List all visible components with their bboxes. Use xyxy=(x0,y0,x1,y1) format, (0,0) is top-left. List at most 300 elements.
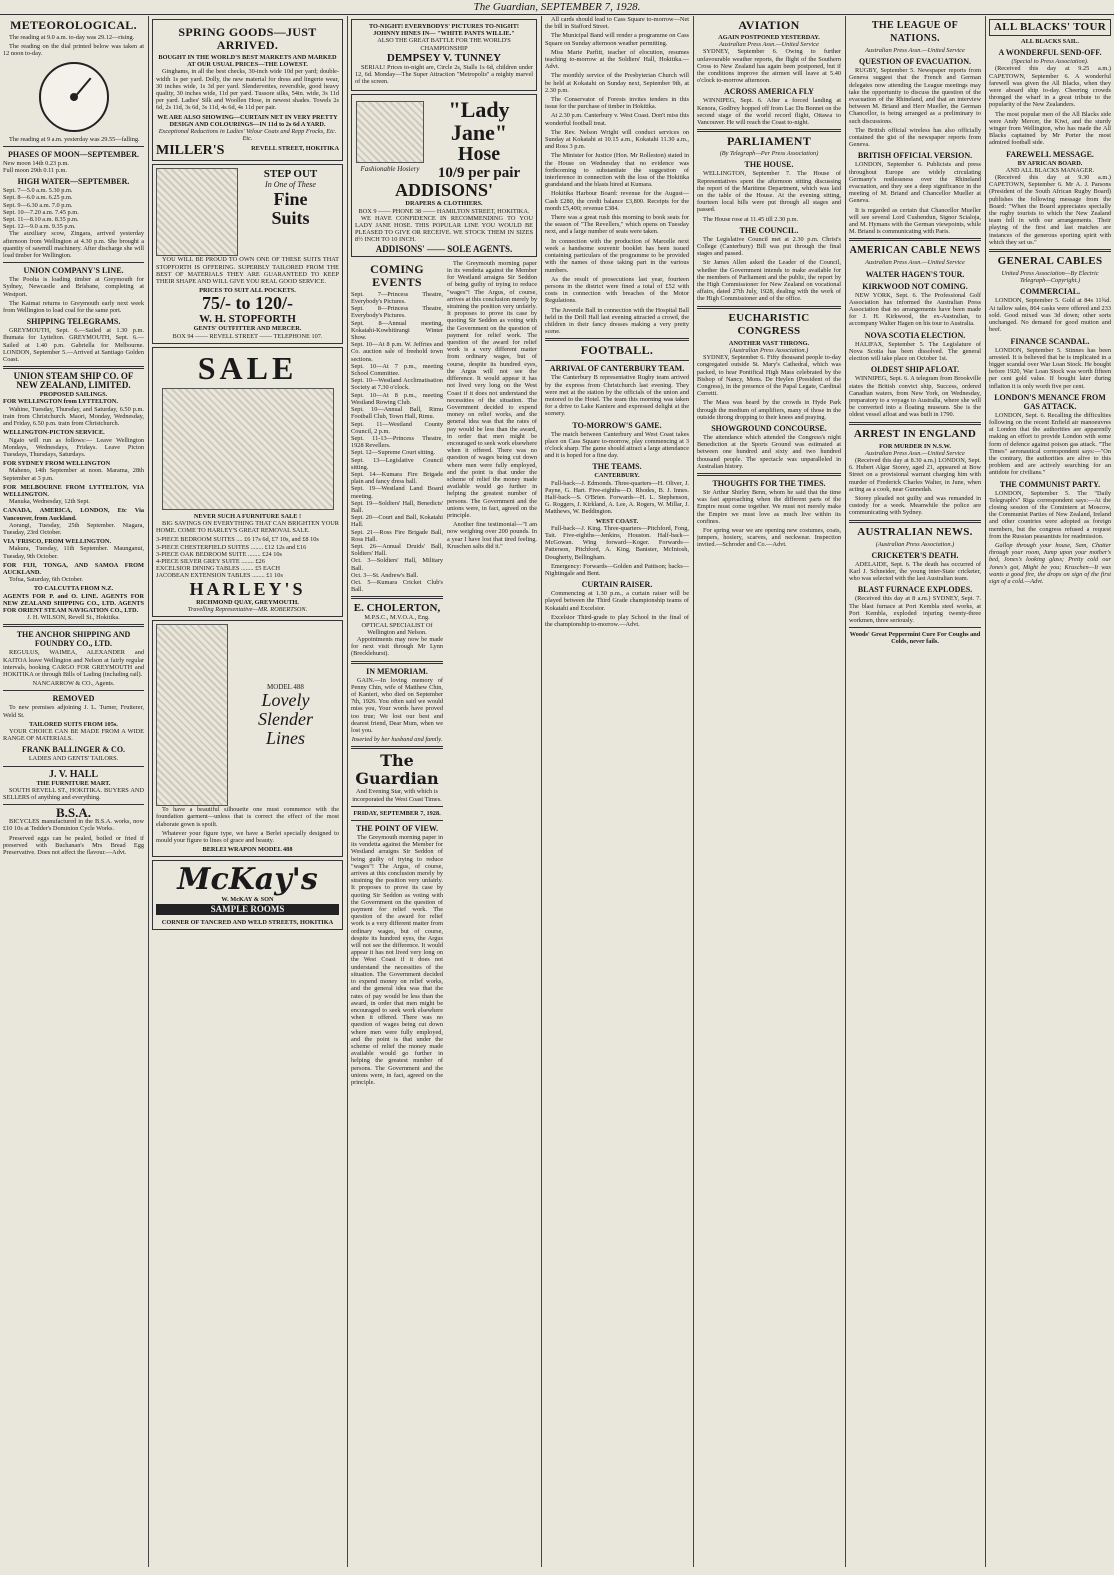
section-heading: SHIPPING TELEGRAMS. xyxy=(26,317,121,327)
divider xyxy=(3,262,144,263)
article-text: The Greymouth morning paper in its vendetta against the Member for Westland arraigns Sir Seddon of being guilty of trying to reduce "wages"! The Argus, of course, arrives at this conclusion merely by straining the position very unfairly. It proposes to prove its case by quoting Sir Seddon as voting with the Government on the question of payment for relief work. The question of the award for relief work is a very different matter from ordinary wages, but of course, despite its hundred eyes, the Argus will not see the difference. It would appear it has not lived very long on the West Coast if it does not understand the necessities of the situation. The Government decided to expend money on relief works, and the general idea was that the rates of pay would be less than the award, in order that men might be encouraged to seek work elsewhere when it offered. There was no question of wages being cut down where men were fully employed, and the point is that under the scheme of relief the money made available would go further in helping the greatest number of persons. The Government and the unions were, in fact, agreed on the principle. xyxy=(351,834,443,1086)
article-text: LONDON, September 5. The "Daily Telegraph's" Riga correspondent says:—At the closing session of the Comintern at Moscow, the Communist Parties of New Zealand, Ireland and other countries were adopted as foreign members, but the congress refused a request from the Russian peasantists for readmission. xyxy=(989,489,1111,540)
list-item: Sept. 12—9.0 a.m. 9.35 p.m. xyxy=(3,223,76,231)
subheading: FOR WELLINGTON from LYTTELTON. xyxy=(3,398,118,406)
list-item: Sept. 8—Annual meeting, Kokatahi-Kowhitirangi Winter Show. xyxy=(351,319,443,342)
source-line: (By Telegraph—Per Press Association) xyxy=(719,150,819,158)
article-text: HALIFAX, September 5. The Legislature of Nova Scotia has been dissolved. The general election will take place on October 1st. xyxy=(849,340,981,363)
subheading: AGAIN POSTPONED YESTERDAY. xyxy=(718,34,820,41)
ad-heading: SPRING GOODS—JUST ARRIVED. xyxy=(178,25,317,52)
sale-item: EXCELSIOR DINING TABLES ........ £5 EACH xyxy=(156,565,281,573)
column-rule xyxy=(148,16,149,1567)
article-text: (Received this day at 8.30 a.m.) LONDON, Sept. 6. Hubert Algar Storey, aged 21, appeared at Bow Street on a provisional warrant charging him with murder of Frederick Charles Walter, in June, when acting as a cook, near Gunnedah. xyxy=(849,456,981,493)
ad-heading: Lines xyxy=(265,728,305,749)
ad-heading: STEP OUT xyxy=(263,168,318,181)
source-line: (Australian Press Association.) xyxy=(729,346,809,354)
coming-events-heading: COMING EVENTS xyxy=(370,261,424,289)
article-text: The reading on the dial printed below was taken at 12 noon to-day. xyxy=(3,43,144,58)
optician-name: E. CHOLERTON, xyxy=(353,602,441,615)
list-item: Sept. 20—Court and Ball, Kokatahi Hall. xyxy=(351,514,443,529)
eucharistic-heading: EUCHARISTIC CONGRESS xyxy=(728,311,810,337)
section-heading: CRICKETER'S DEATH. xyxy=(871,550,959,560)
american-cable-heading: AMERICAN CABLE NEWS xyxy=(849,245,981,257)
divider xyxy=(849,422,981,425)
section-heading: BRITISH OFFICIAL VERSION. xyxy=(857,151,973,161)
ad-subheading: JOHNNY HINES IN— "WHITE PANTS WILLIE." xyxy=(373,30,515,38)
stopforth-suits-advertisement xyxy=(152,164,343,343)
column-3 xyxy=(351,16,537,1567)
ad-title xyxy=(242,168,339,256)
advertisement-line: Woods' Great Peppermint Cure For Coughs and Colds, never fails. xyxy=(849,631,981,646)
sale-item: 3-PIECE BEDROOM SUITES .... £6 17s 6d, £7 10s, and £8 10s xyxy=(156,536,319,544)
section-heading: FRANK BALLINGER & CO. xyxy=(21,745,126,755)
divider xyxy=(351,806,443,807)
barometer-dial-illustration xyxy=(39,62,109,132)
ad-text: Whatever your figure type, we have a Berlei specially designed to mould your figure to lines of grace and beauty. xyxy=(156,829,339,844)
nameplate-subtitle: And Evening Star, with which is incorporated the West Coast Times. xyxy=(352,788,442,803)
ad-subheading: W. McKAY & SON xyxy=(221,896,274,904)
ad-text: Appointments may now be made for next visit through Mr Lynn (Brecklehurst). xyxy=(351,635,443,658)
store-name: ADDISONS' xyxy=(394,180,494,201)
section-heading: QUESTION OF EVACUATION. xyxy=(858,57,972,67)
list-item: New moon 14th 0.23 p.m. xyxy=(3,159,69,167)
list-item: Sept. 7—Princess Theatre, Everybody's Pictures. xyxy=(351,290,443,306)
price-range: 75/- to 120/- xyxy=(202,293,293,314)
article-text: Excelsior Third-grade to play School in the final of the championship to-morrow.—Advt. xyxy=(545,613,689,629)
subheading: PROPOSED SAILINGS. xyxy=(39,391,108,399)
article-text: The monthly service of the Presbyterian Church will be held at Kokatahi on Sunday next, September 9th, at 2.30 p.m. xyxy=(545,72,689,94)
ad-text: Travelling Representative—MR. ROBERTSON. xyxy=(187,605,308,613)
ad-heading: Lovely xyxy=(261,690,310,711)
column-rule xyxy=(541,16,542,1567)
list-item: Sept. 19—Westland Land Board meeting. xyxy=(351,485,443,500)
article-text: Miss Marie Parfitt, teacher of elocution, resumes teaching to-morrow at the Soldiers' Hall, Hokitika.—Advt. xyxy=(545,48,689,71)
harley-sale-advertisement xyxy=(152,347,343,617)
list-item: Sept. 11-13—Princess Theatre, 1928 Revellers. xyxy=(351,434,443,450)
source-line: Australian Press Assn.—United Service xyxy=(865,449,965,457)
hosiery-illustration-block xyxy=(355,98,425,181)
article-text: The attendance which attended the Congress's night Benediction at the Sports Ground was estimated at between one hundred and sixty and two hundred thousand people. The spectacle was unparalleled in Australian history. xyxy=(697,433,841,470)
section-heading: CURTAIN RAISER. xyxy=(581,580,653,590)
ad-title xyxy=(232,624,339,806)
source-line: Australian Press Assn.—United Service xyxy=(865,259,965,267)
article-text: SYDNEY, September 6. Owing to further unfavourable weather reports, the flight of the Southern Cross to New Zealand has again been postponed, but if the conditions improve the airmen will leave at 5.40 o'clock to-morrow afternoon. xyxy=(697,48,841,85)
article-text: (Received this day at 9.30 a.m.) CAPETOWN, September 6. Mr A. J. Parsons (President of the South African Rugby Board) publishes the following message from the Board: "When the Board appreciates specially the rugby tourists to which the New Zealand team fell in with our arrangements. Their playing of the first and last matches are instances of the generous sporting spirit with which they set us." xyxy=(989,174,1111,246)
article-text: BICYCLES manufactured in the B.S.A. works, now £10 10s at Tedder's Dominion Cycle Works. xyxy=(3,818,144,833)
ad-subheading: NEVER SUCH A FURNITURE SALE ! xyxy=(193,512,302,520)
list-item: Sept. 10—Annual Ball, Rimu Football Club, Town Hall, Rimu. xyxy=(351,406,443,421)
article-text: Wahine, Tuesday, Thursday, and Saturday, 6.50 p.m. train from Christchurch. Maori, Monday, Wednesday, and Friday, 6.50 p.m. train from Christchurch. xyxy=(3,405,144,428)
section-heading: NOVA SCOTIA ELECTION. xyxy=(864,330,966,340)
col3-split xyxy=(351,260,537,1088)
article-text: LONDON, September 6. Publicists and press throughout Europe are widely circulating Germany's restlessness over the Rhineland evacuation, and they see a deep significance in the meeting of M. Briand and Chancellor Mueller at Geneva. xyxy=(849,161,981,205)
section-heading: UNION STEAM SHIP CO. OF NEW ZEALAND, LIMITED. xyxy=(13,371,134,391)
subheading: ANOTHER VAST THRONG. xyxy=(728,339,810,347)
article-text: The Kaimai returns to Greymouth early next week from Wellington to load coal for the same port. xyxy=(3,299,144,315)
article-text: RUGBY, September 5. Newspaper reports from Geneva suggest that the French and German delegates now attending the League meetings may take the opportunity to discuss the question of the evacuation of the Rhineland, and that an interview between M. Briand and Herr Mueller, the German Chancellor, is being arranged as a preliminary to such discussions. xyxy=(849,67,981,125)
signature: J. H. WILSON, Revell St., Hokitika. xyxy=(27,614,120,622)
sale-item: JACOBEAN EXTENSION TABLES ........ £1 10s xyxy=(156,572,283,580)
source-line: (Australian Press Association.) xyxy=(875,540,955,548)
store-address: CORNER OF TANCRED AND WELD STREETS, HOKITIKA xyxy=(161,918,334,926)
article-text: GAIN.—In loving memory of Penny Chin, wife of Matthew Chin, of Kanieri, who died on September 7th, 1926. You often said we would miss you, Your words have proved too true; We lost our best and dearest friend, Dear Mum, when we lost you. xyxy=(351,676,443,735)
article-text: Ngaio will run as follows:— Leave Wellington Mondays, Wednesdays, Fridays. Leave Picton Tuesdays, Thursdays, Saturdays. xyxy=(3,436,144,458)
list-item: Sept. 8—6.0 a.m. 6.25 p.m. xyxy=(3,194,73,202)
subheading: WEST COAST. xyxy=(595,517,639,525)
article-text: It is regarded as certain that Chancellor Mueller will see several Lord Cushendun, Signor Scialoja, and M. Hymans with the German viewpoints, while M. Briand is communicating with Paris. xyxy=(849,206,981,236)
article-text: LONDON, September 5. Stinnes has been arrested. It is believed that he is implicated in a bigger scandal over War Loan Stock. He bought before 1920, War Loan Stock was worth fifteen per cent gold value. If bought later during inflation it is only worth five per cent. xyxy=(989,346,1111,390)
subheading: WELLINGTON-PICTON SERVICE. xyxy=(3,429,105,437)
list-item: Sept. 10—At 8 p.m. W. Jeffries and Co. auction sale of freehold town sections. xyxy=(351,341,443,363)
section-heading: REMOVED xyxy=(52,694,95,704)
article-text: NEW YORK, Sept. 6. The Professional Golf Association has informed the Australian Press Association that no arrangements have been made for J. H. Kirkwood, the ex-Australian, to accompany Walter Hagen on his tour to Australia. xyxy=(849,291,981,328)
column-2 xyxy=(152,16,343,1567)
article-text: The match between Canterbury and West Coast takes place on Cass Square to-morrow, play commencing at 3 o'clock sharp. The game should attract a large attendance and it is hoped for a fine day. xyxy=(545,430,689,460)
list-item: Sept. 10—Westland Acclimatisation Society at 7.30 o'clock. xyxy=(351,377,443,392)
football-heading: FOOTBALL. xyxy=(580,343,654,358)
section-heading: KIRKWOOD NOT COMING. xyxy=(862,281,968,291)
article-text: GREYMOUTH, Sept. 6.—Sailed at 1.30 p.m. Ihumata for Lyttelton. GREYMOUTH, Sept. 6.—Sailed at 1.40 p.m. Gabriella for Melbourne. LONDON, September 5.—Arrived at Santiago Golden Coast. xyxy=(3,327,144,364)
article-text: In connection with the production of Marcelle next week a handsome souvenir booklet has been issued containing particulars of the programme to be provided with the names of those taking part in the various numbers. xyxy=(545,237,689,274)
meteorological-heading: METEOROLOGICAL. xyxy=(10,18,137,32)
mckay-advertisement xyxy=(152,860,343,929)
article-text: As the result of prosecutions last year, fourteen persons in the district were fined a total of £52 with costs in connection with breaches of the Motor Regulations. xyxy=(545,275,689,305)
article-text: The Juvenile Ball in connection with the Hospital Ball held in the Drill Hall last evening attracted a crowd, the children in their fancy dresses making a very pretty scene. xyxy=(545,306,689,336)
subheading: FOR FIJI, TONGA, AND SAMOA FROM AUCKLAND. xyxy=(3,561,144,576)
store-address: REVELL STREET, HOKITIKA xyxy=(251,145,339,153)
article-text: The Canterbury B representative Rugby team arrived by the express from Christchurch last evening. They were met at the station by the officials of the union and motored to the Hotel. The team this morning was taken for a drive to Lake Kaniere and expressed delight at the scenery. xyxy=(545,374,689,418)
list-item: Sept. 26—Annual Druids' Ball, Soldiers' Hall. xyxy=(351,542,443,558)
article-text: Manuka, Wednesday, 12th Sept. xyxy=(9,498,90,506)
sale-item: 4-PIECE SILVER GREY SUITE ........ £26 xyxy=(156,558,265,566)
parliament-heading: PARLIAMENT xyxy=(726,134,812,149)
list-item: Oct. 5—Kumara Cricket Club's Ball. xyxy=(351,578,443,594)
ad-subheading: M.P.S.C., M.V.O.A., Eng. OPTICAL SPECIALIST Of Wellington and Nelson. xyxy=(361,614,433,636)
article-text: Aorangi, Tuesday, 25th September. Niagara, Tuesday, 23rd October. xyxy=(3,521,144,536)
article-text: To new premises adjoining J. L. Turner, Fruiterer, Weld St. xyxy=(3,704,144,719)
col3-right xyxy=(447,260,537,1088)
column-rule xyxy=(693,16,694,1567)
article-text: The Municipal Band will render a programme on Cass Square on Sunday afternoon weather permitting. xyxy=(545,32,689,47)
section-heading: PHASES OF MOON—SEPTEMBER. xyxy=(7,149,140,159)
sale-item: 3-PIECE CHESTERFIELD SUITES ........ £12 12s and £16 xyxy=(156,543,307,551)
divider xyxy=(545,338,689,341)
article-text: The reading at 9.0 a.m. to-day was 29.12—rising. xyxy=(9,34,135,41)
subheading: CANADA, AMERICA, LONDON, Etc Via Vancouver, from Auckland. xyxy=(3,507,144,522)
arrest-heading: ARREST IN ENGLAND xyxy=(853,427,977,440)
australian-news-heading: AUSTRALIAN NEWS. xyxy=(857,525,973,538)
ad-subheading: SAMPLE ROOMS xyxy=(156,904,339,915)
section-heading: THE COUNCIL. xyxy=(739,225,799,235)
divider xyxy=(697,306,841,309)
article-text: The Legislative Council met at 2.30 p.m. Christ's College (Canterbury) Bill was put through the final stages and passed. xyxy=(697,235,841,258)
ad-text: Ginghams, in all the best checks, 30-inch wide 10d per yard; double-width 1s per yard. Dolly, the new material for dress and lingerie wear, 30 inches wide, 1s 3d per yard. Slendervettes, reversible, good heavy quality, 30 inches wide, 11d per yard. Tussore silks, 54in. wide, 3s 11d per yard. Ladies' Silk and Woollen Hose, in newest shades. Towels 2s 6d, 2s 11d, 3s 6d, 3s 11d, 4s 6d, 4s 11d per pair. xyxy=(156,68,339,112)
subheading: AND ALL BLACKS MANAGER. xyxy=(1005,166,1095,174)
signature: Inserted by her husband and family. xyxy=(351,736,443,744)
list-item: Full moon 29th 0.11 p.m. xyxy=(3,167,67,175)
list-item: Sept. 8—Princess Theatre, Everybody's Pictures. xyxy=(351,305,443,320)
list-item: Sept. 7—5.0 a.m. 5.30 p.m. xyxy=(3,187,73,195)
article-text: Gallop through your house, Sam, Chatter through your room, Jump upon your mother's bed, Jones's looking glass; Pretty cold our Jones's got, Might be you; Kruschen—It was wants a good fire, the drops on sign of the first sign of a cold.—Advt. xyxy=(989,541,1111,585)
ad-subheading: BOUGHT IN THE WORLD'S BEST MARKETS AND MARKED AT OUR USUAL PRICES—THE LOWEST. xyxy=(158,54,337,69)
pictures-advertisement xyxy=(351,19,537,91)
ad-text: ALSO THE GREAT BATTLE FOR THE WORLD'S CHAMPIONSHIP xyxy=(377,37,511,52)
source-line: (Special to Press Association). xyxy=(1011,58,1089,66)
woman-in-corset-illustration xyxy=(156,624,228,806)
price: 10/9 per pair xyxy=(437,165,521,182)
article-text: The reading at 9 a.m. yesterday was 29.55—falling. xyxy=(9,135,140,143)
source-line: Australian Press Assn.—United Service xyxy=(719,41,819,49)
sale-item: 3-PIECE OAK BEDROOM SUITE ........ £24 10s xyxy=(156,550,282,558)
list-item: Sept. 10—At 7 p.m., meeting School Committee. xyxy=(351,362,443,378)
section-heading: BLAST FURNACE EXPLODES. xyxy=(857,585,973,595)
section-heading: J. V. HALL xyxy=(48,768,99,780)
column-7 xyxy=(989,16,1111,1567)
article-text: LONDON, Sept. 6. Recalling the difficulties following on the recent Enfield air manoeuvres at London that the authorities are apparently making an effort to provide London with some form of defence against poison gas attack. "The Times" aeronautical correspondent says:—"On the contrary, the authorities are alive to this problem and are actively searching for an antidote for civilians." xyxy=(989,411,1111,477)
ad-heading: Hose xyxy=(457,143,501,166)
divider xyxy=(697,129,841,132)
subheading: FOR SYDNEY FROM WELLINGTON xyxy=(3,460,111,468)
ad-text: SERIAL! Prices to-night are, Circle 2s, Stalls 1s 6d, children under 12, 6d. Monday—The Super Attraction "Metropolis" a mighty marvel of the screen. xyxy=(355,63,533,86)
ad-heading: Suits xyxy=(271,208,310,229)
article-text: (Received this day at 8 a.m.) SYDNEY, Sept. 7. The blast furnace at Port Kembla steel works, at Port Kembla, exploded injuring twenty-three workmen, three seriously. xyxy=(849,595,981,624)
article-text: For spring wear we are opening new costumes, coats, jumpers, hosiery, scarves, and neckwear. Inspection invited.—Schroder and Co.—Advt. xyxy=(697,526,841,549)
section-heading: FAREWELL MESSAGE. xyxy=(1006,149,1094,159)
column-6 xyxy=(849,16,981,1567)
stockings-illustration xyxy=(356,101,424,163)
article-text: The House rose at 11.45 till 2.30 p.m. xyxy=(703,215,799,223)
section-heading: THE HOUSE. xyxy=(744,160,794,170)
berlei-corset-advertisement xyxy=(152,620,343,857)
divider xyxy=(351,820,443,821)
divider xyxy=(989,249,1111,252)
article-text: LONDON, September 5. Gold at 84s 11¾d. At tallow sales, 864 casks were offered and 233 sold. Good mixed was 3d down; other sorts unchanged. No demand for good mutton and beef. xyxy=(989,297,1111,334)
subheading: TAILORED SUITS FROM 105s. xyxy=(29,720,118,728)
divider xyxy=(3,146,144,147)
section-heading: THOUGHTS FOR THE TIMES. xyxy=(712,478,826,488)
article-text: Sir James Allen asked the Leader of the Council, whether the Government intends to make available for the members of Parliament and the public, the report by the High Commissioner for New Zealand on vocational affairs, dated 27th July, 1928, dealing with the work of the High Commissioner and of the office. xyxy=(697,259,841,303)
ad-heading: Slender xyxy=(258,709,313,730)
mckay-logo: McKay's xyxy=(177,862,318,898)
ad-header xyxy=(156,624,339,806)
list-item: Sept. 13—Legislative Council sitting. xyxy=(351,456,443,471)
article-text: SOUTH REVELL ST., HOKITIKA. BUYERS AND SELLERS of anything and everything. xyxy=(3,786,144,802)
ad-heading: TO-NIGHT! EVERYBODYS' PICTURES TO-NIGHT! xyxy=(368,23,520,30)
list-item: Oct. 3—St. Andrew's Ball. xyxy=(351,571,419,579)
aviation-heading: AVIATION xyxy=(738,18,800,32)
column-rule xyxy=(347,16,348,1567)
ad-heading: Fine xyxy=(273,189,308,210)
ad-subheading: WE ARE ALSO SHOWING—CURTAIN NET IN VERY PRETTY DESIGN AND COLOURINGS—IN 11d to 2s 6d A YARD. xyxy=(157,113,338,128)
league-heading: THE LEAGUE OF NATIONS. xyxy=(871,20,959,44)
column-5 xyxy=(697,16,841,1567)
ad-footer xyxy=(156,145,339,157)
divider xyxy=(3,690,144,691)
article-text: ADELAIDE, Sept. 6. The death has occurred of Karl J. Schneider, the young inter-State cricketer, who was selected with the last Australian team. xyxy=(849,560,981,583)
section-heading: B.S.A. xyxy=(55,805,92,821)
ad-text: Exceptional Reductions in Ladies' Velour Coats and Repp Frocks, Etc. Etc. xyxy=(158,128,337,143)
article-text: The Minister for Justice (Hon. Mr Rolleston) stated in the House on Wednesday that no evidence was forthcoming to substantiate the suggestion of interference in connection with the loss of the Hokitika grandstand and the blasts hired at Kumara. xyxy=(545,152,689,189)
section-heading: HIGH WATER—SEPTEMBER. xyxy=(17,177,130,187)
store-name: W. H. STOPFORTH xyxy=(199,313,296,326)
article-text: Another fine testimonial—"I am now weighing over 200 pounds. In a year I have lost that tired feeling. Kruschen salts did it." xyxy=(447,521,537,550)
ad-text: BIG SAVINGS ON EVERYTHING THAT CAN BRIGHTEN YOUR HOME. COME TO HARLEY'S GREAT REMOVAL SALE. xyxy=(156,520,339,535)
section-heading: A WONDERFUL SEND-OFF. xyxy=(998,48,1102,58)
section-heading: THE COMMUNIST PARTY. xyxy=(999,479,1101,489)
section-heading: FINANCE SCANDAL. xyxy=(1010,336,1090,346)
article-text: The Conservator of Forests invites tenders in this issue for the purchase of timber in Hokitika. xyxy=(545,96,689,111)
divider xyxy=(351,661,443,664)
store-address: BOX 94 —— REVELL STREET —— TELEPHONE 107. xyxy=(172,332,323,340)
col3-left xyxy=(351,260,443,1088)
lady-jane-hose-advertisement xyxy=(351,94,537,256)
section-heading: COMMERCIAL. xyxy=(1019,287,1081,297)
ad-subheading: DRAPERS & CLOTHIERS. xyxy=(405,200,483,208)
article-text: Storey pleaded not guilty and was remanded in custody for a week. Meanwhile the police are communicating with Sydney. xyxy=(849,494,981,517)
section-heading: THE ANCHOR SHIPPING AND FOUNDRY CO., LTD. xyxy=(16,630,131,649)
divider xyxy=(697,473,841,476)
article-text: All cards should lead to Cass Square to-morrow—Net the bill in Stafford Street. xyxy=(545,16,689,31)
section-heading: ARRIVAL OF CANTERBURY TEAM. xyxy=(549,364,685,374)
signature: NANCARROW & CO., Agents. xyxy=(32,680,115,688)
all-blacks-tour-heading: ALL BLACKS' TOUR xyxy=(989,19,1111,36)
article-text: Hokitika Harbour Board: revenue for the August—Cash £280, the credit balance £3,800. Receipts for the month £5,400; revenue £384. xyxy=(545,190,689,212)
section-heading: UNION COMPANY'S LINE. xyxy=(23,266,124,276)
article-text: Full-back—J. Edmonds. Three-quarters—H. Oliver, J. Payne, G. Hart. Five-eighths—D. Rhodes, B. J. Innes. Half-back—S. O'Brien. Forwards—H. L. Stephenson, G. Roggers, J. Kirkland, A. Lee, A. Rogers, W. Millar, J. Matthews, W. Beddington. xyxy=(545,479,689,516)
article-text: Preserved eggs can be pealed, boiled or fried if preserved with Buchanan's Mrs Bread Egg Preservative. Does not affect the flavour.—Advt. xyxy=(3,834,144,857)
list-item: Sept. 21—Ross Fire Brigade Ball, Ross Hall. xyxy=(351,528,443,543)
section-heading: SHOWGROUND CONCOURSE. xyxy=(711,423,827,433)
article-text: REGULUS, WAIMEA, ALEXANDER and KAITOA leave Wellington and Nelson at fairly regular intervals, booking CARGO FOR GREYMOUTH and HOKITIKA or through Bills of Lading (including rail). xyxy=(3,649,144,678)
article-text: Emergency: Forwards—Golden and Pattison; backs—Nightingale and Bent. xyxy=(545,562,689,577)
article-text: Full-back—J. King. Three-quarters—Pitchford, Fong, Tait. Five-eighths—Jenkins, Houston. Half-back—McGowan. Wing forward—Koger. Forwards—Patterson, Pitchford, A. King, Banister, McIntosh, Dougherty, Bellingham. xyxy=(545,524,689,561)
divider xyxy=(849,627,981,628)
article-text: The British official wireless has also officially contained the gist of the newspaper reports from Geneva. xyxy=(849,126,981,149)
divider xyxy=(351,596,443,599)
furniture-illustration xyxy=(162,388,334,510)
article-text: WINNIPEG, Sept. 6. After a forced landing at Kenora, Godfrey hopped off from Lac Du Bonnet on the second stage of the world record flight, Ottawa to Vancouver. He will reach the Coast to-night. xyxy=(697,97,841,127)
article-text: The Mass was heard by the crowds in Hyde Park through the medium of amplifiers, many of those in the outside throng dropping to their knees and praying. xyxy=(697,399,841,421)
ad-text: YOU WILL BE PROUD TO OWN ONE OF THESE SUITS THAT STOPFORTH IS OFFERING. SUPERBLY TAILORED FROM THE BEST OF MATERIALS THEY ARE GUARANTEED TO KEEP THEIR SHAPE AND WILL GIVE YOU REAL GOOD SERVICE. xyxy=(156,256,339,286)
ad-subheading: PRICES TO SUIT ALL POCKETS. xyxy=(199,287,296,295)
article-text: The Greymouth morning paper in its vendetta against the Member for Westland arraigns Sir Seddon of being guilty of trying to reduce "wages"! The Argus, of course, arrives at this conclusion merely by straining the position very unfairly. It proposes to prove its case by quoting Sir Seddon as voting with the Government on the question of payment for relief work. The question of the award for relief work is a very different matter from ordinary wages, but of course, despite its hundred eyes, the Argus will not see the difference. It would appear it has not lived very long on the West Coast if it does not understand the necessities of the situation. The Government decided to expend money on relief works, and the general idea was that the rates of pay would be less than the award, in order that men might be encouraged to seek work elsewhere when it offered. There was no question of wages being cut down where men were fully employed, and the point is that under the scheme of relief the money made available would go further in helping the greatest number of persons. The Government and the unions were, in fact, agreed on the principle. xyxy=(447,259,537,519)
list-item: Sept. 14—Kumara Fire Brigade plain and fancy dress ball. xyxy=(351,470,443,486)
ad-text: To have a beautiful silhouette one must commence with the foundation garment—unless that is correct the effect of the most elaborate gown is spoilt. xyxy=(156,806,339,828)
ad-footer: ADDISONS' —— SOLE AGENTS. xyxy=(375,243,513,254)
ad-heading: "Lady Jane" xyxy=(448,97,510,146)
list-item: Sept. 10—7.20 a.m. 7.45 p.m. xyxy=(3,208,79,216)
ad-header xyxy=(355,98,533,181)
section-heading: ACROSS AMERICA FLY xyxy=(724,87,814,97)
article-text: WINNIPEG, Sept. 6. A telegram from Brookville states the British convict ship, Success, ordered Canadian waters, from New York, on Wednesday, preparatory to a voyage to Australia, where she will be converted into a floating museum. She is the oldest vessel afloat and was built in 1790. xyxy=(849,375,981,419)
column-rule xyxy=(985,16,986,1567)
section-heading: OLDEST SHIP AFLOAT. xyxy=(870,365,960,375)
ad-heading: DEMPSEY V. TUNNEY xyxy=(386,51,502,64)
sale-heading: SALE xyxy=(197,349,298,386)
section-heading: IN MEMORIAM. xyxy=(366,666,428,676)
article-text: The Poolta is loading timber at Greymouth for Sydney, Newcastle and Brisbane, completing at Westport. xyxy=(3,276,144,298)
article-text: YOUR CHOICE CAN BE MADE FROM A WIDE RANGE OF MATERIALS. xyxy=(3,728,144,743)
divider xyxy=(849,238,981,241)
issue-date: FRIDAY, SEPTEMBER 7, 1928. xyxy=(353,809,441,817)
divider xyxy=(3,766,144,767)
ad-subheading: BERLEI WRAPON MODEL 488 xyxy=(202,846,293,854)
article-text: SYDNEY, September 6. Fifty thousand people to-day congregated outside St. Mary's Cathedral, which was packed, to hear Pontifical High Mass celebrated by the Bishop of Nancy, Mons. De Heylen (President of the Congress), in the presence of the Papal Legate, Cardinal Cerretti. xyxy=(697,354,841,398)
subheading: TO CALCUTTA FROM N.Z. xyxy=(33,585,114,593)
subheading: THE FURNITURE MART. xyxy=(36,779,111,787)
subheading: AGENTS FOR P. and O. LINE. AGENTS FOR NEW ZEALAND SHIPPING CO., LTD. AGENTS FOR ORIENT STEAM NAVIGATION CO., LTD. xyxy=(3,592,144,614)
article-text: There was a great rush this morning to book seats for the season of "The Revellers," which opens on Tuesday next, and a large number of seats were taken. xyxy=(545,214,689,236)
column-1 xyxy=(3,16,144,1567)
subheading: ALL BLACKS SAIL. xyxy=(1021,38,1079,45)
section-heading: LONDON'S MENANCE FROM GAS ATTACK. xyxy=(994,392,1106,411)
divider xyxy=(3,624,144,627)
source-line: Australian Press Assn.—United Service xyxy=(865,47,965,54)
article-text: WELLINGTON, September 7. The House of Representatives spent the afternoon sitting discussing the report of the Maritime Department, which was laid on the table of the House. At the evening sitting, fourteen local bills were put through all stages and passed. xyxy=(697,170,841,214)
subheading: FOR MURDER IN N.S.W. xyxy=(879,442,951,450)
divider xyxy=(545,360,689,361)
ad-subheading: In One of These xyxy=(265,180,316,190)
editorial-heading: THE POINT OF VIEW. xyxy=(355,824,439,834)
article-text: Makura, Tuesday, 11th September. Maunganui, Tuesday, 9th October. xyxy=(3,545,144,560)
men-in-suits-illustration xyxy=(156,168,238,256)
subheading: VIA 'FRISCO, FROM WELLINGTON. xyxy=(3,538,112,546)
list-item: Sept. 11—8.10 a.m. 8.35 p.m. xyxy=(3,216,79,224)
store-name: MILLER'S xyxy=(156,143,225,159)
list-item: Sept. 12—Supreme Court sitting. xyxy=(351,449,436,457)
ad-title xyxy=(425,98,533,181)
section-heading: THE TEAMS. xyxy=(592,462,642,472)
article-text: The most popular men of the All Blacks side were Andy Mercer, the Kiwi, and the sturdy winger from Wellington, who has made the All Blacks captained by Mr Porter the most admired football side. xyxy=(989,110,1111,147)
list-item: Oct. 3—Soldiers' Hall, Military Ball. xyxy=(351,557,443,572)
article-text: The auxiliary scow, Zingara, arrived yesterday afternoon from Wellington at 4.30 p.m. She brought a quantity of sawmill machinery. After discharge she will load timber for Wellington. xyxy=(3,230,144,260)
column-4 xyxy=(545,16,689,1567)
ad-header xyxy=(156,168,339,256)
list-item: Sept. 11—Westland County Council, 2 p.m. xyxy=(351,420,443,435)
subheading: LADIES AND GENTS' TAILORS. xyxy=(28,755,119,763)
list-item: Sept. 9—6.30 a.m. 7.0 p.m. xyxy=(3,201,73,209)
list-item: Sept. 10—At 8 p.m., meeting Westland Rowing Club. xyxy=(351,391,443,406)
subheading: BY AFRICAN BOARD. xyxy=(1017,159,1083,167)
ad-text: Fashionable Hosiery xyxy=(360,165,420,174)
divider xyxy=(3,366,144,369)
store-address: RICHMOND QUAY, GREYMOUTH. xyxy=(196,598,299,606)
article-text: Tofua, Saturday, 6th October. xyxy=(9,576,83,584)
ad-subheading: GENTS' OUTFITTER AND MERCER. xyxy=(193,325,302,333)
article-text: Maheno, 14th September at noon. Marama, 28th September at 3 p.m. xyxy=(3,467,144,482)
section-heading: TO-MORROW'S GAME. xyxy=(572,420,662,430)
article-text: (Received this day at 9.25 a.m.) CAPETOWN, September 6. A wonderful farewell was given the All Blacks, when they were aboard ship to-day. Cheering crowds thronged the wharf in a great tribute to the popularity of the New Zealanders. xyxy=(989,65,1111,109)
article-text: Commencing at 1.30 p.m., a curtain raiser will be played between the Third Grade championship teams of Kokatahi and Excelsior. xyxy=(545,590,689,612)
section-heading: WALTER HAGEN'S TOUR. xyxy=(865,269,965,279)
article-text: At 2.30 p.m. Canterbury v. West Coast. Don't miss this wonderful football treat. xyxy=(545,112,689,127)
divider xyxy=(849,520,981,523)
list-item: Sept. 19—Soldiers' Hall, Benedicts' Ball. xyxy=(351,499,443,514)
model-label: MODEL 488 xyxy=(267,683,304,692)
guardian-nameplate: The Guardian xyxy=(355,751,439,789)
ad-text: WE HAVE CONFIDENCE IN RECOMMENDING TO YOU LADY JANE HOSE. THIS POPULAR LINE YOU WOULD BE PLEASED TO GIVE OR RECEIVE. WE STOCK THEM IN SIZES 8½ INCH TO 10 INCH. xyxy=(355,214,533,244)
page-masthead: The Guardian, SEPTEMBER 7, 1928. xyxy=(0,0,1114,15)
subheading: FOR MELBOURNE FROM LYTTELTON, VIA WELLINGTON. xyxy=(3,483,144,498)
subheading: CANTERBURY. xyxy=(594,472,640,480)
source-line: United Press Association—By Electric Telegraph—Copyright.) xyxy=(1001,270,1099,285)
general-cables-heading: GENERAL CABLES xyxy=(997,255,1103,268)
store-name: HARLEY'S xyxy=(189,578,306,599)
spring-goods-advertisement xyxy=(152,19,343,161)
divider xyxy=(351,746,443,749)
store-address: BOX 9 —— PHONE 38 —— HAMILTON STREET, HOKITIKA. xyxy=(358,207,530,215)
column-rule xyxy=(845,16,846,1567)
